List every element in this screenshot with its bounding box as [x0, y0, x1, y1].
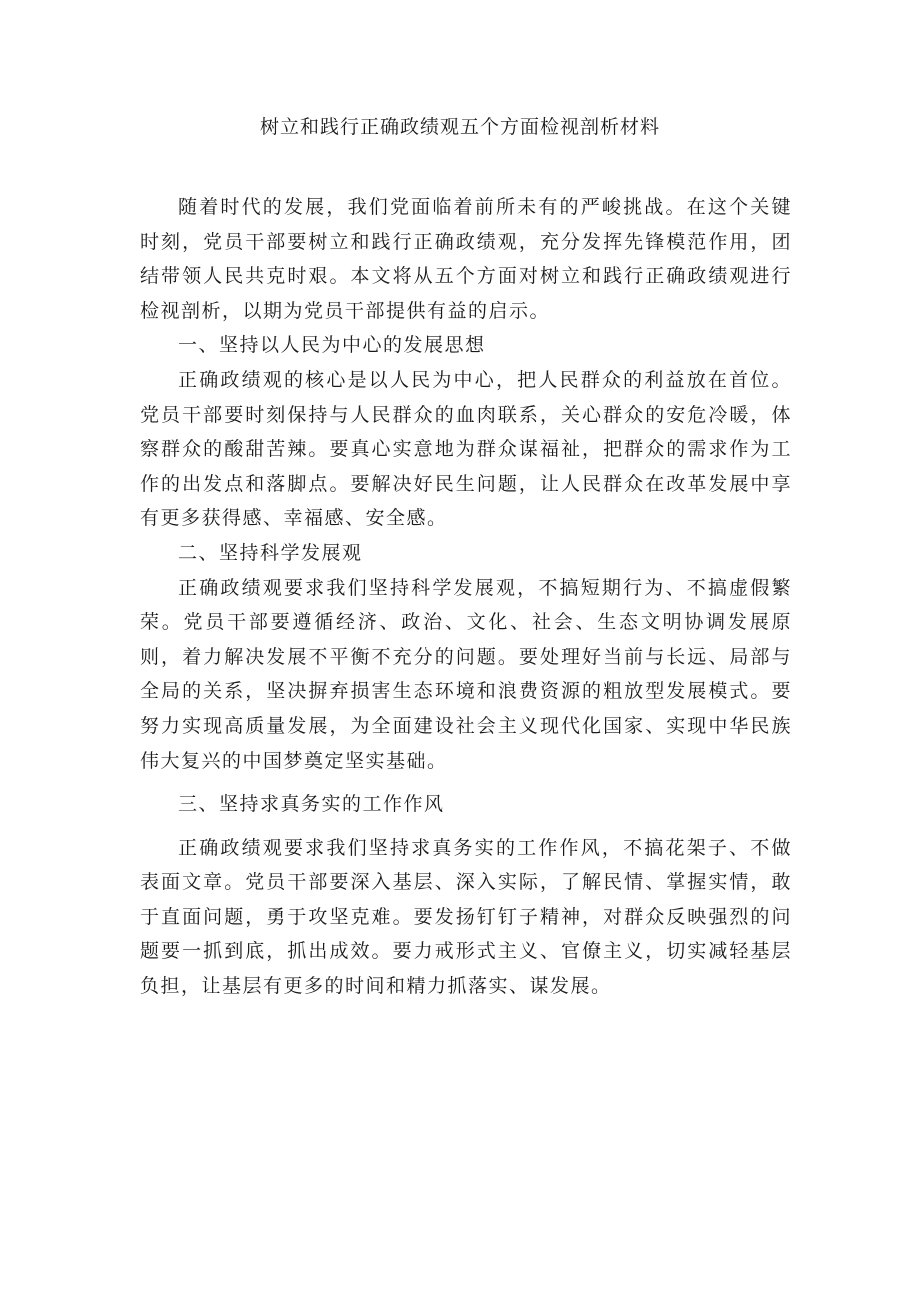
section-heading-3: 三、坚持求真务实的工作作风 — [178, 793, 445, 816]
document-title: 树立和践行正确政绩观五个方面检视剖析材料 — [259, 116, 660, 138]
intro-paragraph: 随着时代的发展，我们党面临着前所未有的严峻挑战。在这个关键时刻，党员干部要树立和践行正确政绩观，充分发挥先锋模范作用，团结带领人民共克时艰。本文将从五个方面对树立和践行正确政绩观进行检视剖析，以期为党员干部提供有益的启示。 — [140, 196, 792, 322]
section-heading-1: 一、坚持以人民为中心的发展思想 — [178, 334, 486, 357]
section-heading-2: 二、坚持科学发展观 — [178, 541, 363, 564]
section-body-2: 正确政绩观要求我们坚持科学发展观，不搞短期行为、不搞虚假繁荣。党员干部要遵循经济、政治、文化、社会、生态文明协调发展原则，着力解决发展不平衡不充分的问题。要处理好当前与长远、局部与全局的关系，坚决摒弃损害生态环境和浪费资源的粗放型发展模式。要努力实现高质量发展，为全面建设社会主义现代化国家、实现中华民族伟大复兴的中国梦奠定坚实基础。 — [140, 576, 792, 772]
document-body — [140, 190, 792, 1004]
section-body-3: 正确政绩观要求我们坚持求真务实的工作作风，不搞花架子、不做表面文章。党员干部要深入基层、深入实际，了解民情、掌握实情，敢于直面问题，勇于攻坚克难。要发扬钉钉子精神，对群众反映强烈的问题要一抓到底，抓出成效。要力戒形式主义、官僚主义，切实减轻基层负担，让基层有更多的时间和精力抓落实、谋发展。 — [140, 836, 792, 998]
section-body-1: 正确政绩观的核心是以人民为中心，把人民群众的利益放在首位。党员干部要时刻保持与人民群众的血肉联系，关心群众的安危冷暖，体察群众的酸甜苦辣。要真心实意地为群众谋福祉，把群众的需求作为工作的出发点和落脚点。要解决好民生问题，让人民群众在改革发展中享有更多获得感、幸福感、安全感。 — [140, 368, 792, 530]
